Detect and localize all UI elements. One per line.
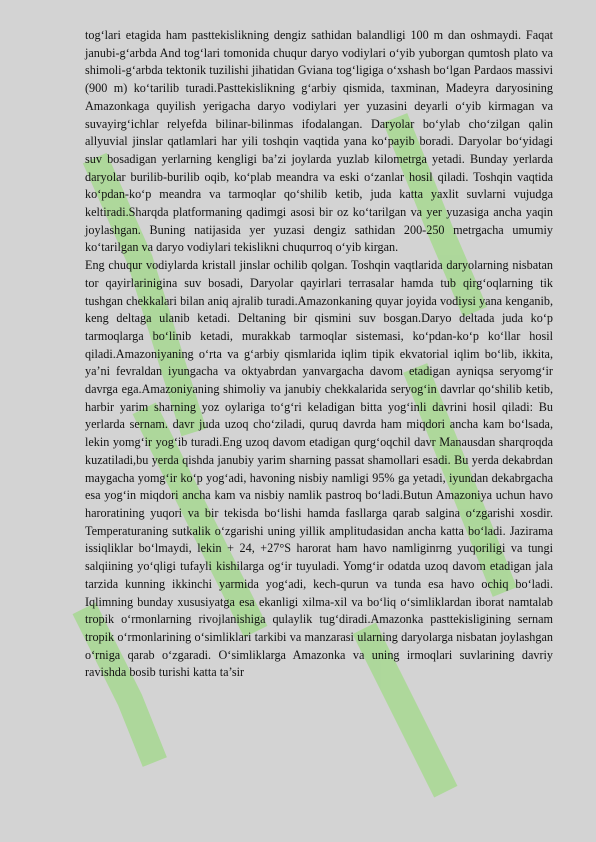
body-text — [85, 27, 553, 682]
paragraph: Eng chuqur vodiylarda kristall jinslar ochilib qolgan. Toshqin vaqtlarida daryolarning nisbatan tor qayirlarinigina suv bosadi, Daryolar qayirlari terrasalar hamda tub qirg‘oqlarning tik tushgan chekkalari bilan aniq ajralib turadi.Amazonkaning quyar joyida vodiysi yana kenganib, keng deltaga ulanib ketadi. Deltaning bir qismini suv bosgan.Daryo deltada juda ko‘p tarmoqlarga bo‘linib ketadi, murakkab tarmoqlar sistemasi, ko‘pdan-ko‘p ko‘llar hosil qiladi.Amazoniyaning o‘rta va g‘arbiy qismlarida iqlim tipik ekvatorial iqlim bo‘lib, ikkita, ya’ni fevraldan iyungacha va oktyabrdan yanvargacha davom etadigan ayniqsa seryomg‘ir davrga ega.Amazoniyaning shimoliy va janubiy chekkalarida seryog‘in davrlar qo‘shilib ketib, harbir yarim sharning yoz oylariga to‘g‘ri keladigan bitta yog‘inli davrini hosil qiladi: Bu yerlarda sernam. davr juda uzoq cho‘ziladi, quruq davrda ham miqdori ancha kam bo‘lsada, lekin yomg‘ir yog‘ib turadi.Eng uzoq davom etadigan qurg‘oqchil davr Manausdan sharqroqda kuzatiladi,bu yerda qishda janubiy yarim sharning passat shamollari esadi. Bu yerda dekabrdan maygacha yomg‘ir ko‘p yog‘adi, havoning nisbiy namligi 95% ga yetadi, iyundan dekabrgacha esa yog‘in miqdori ancha kam va nisbiy namlik pastroq bo‘ladi.Butun Amazoniya uchun havo haroratining yuqori va bir tekisda bo‘lishi hamda fasllarga qarab salgina o‘zgarishi xosdir. Temperaturaning sutkalik o‘zgarishi uning yillik amplitudasidan ancha katta bo‘ladi. Jazirama issiqliklar bo‘lmaydi, lekin + 24, +27°S harorat ham havo namliginrng yuqoriligi va tungi salqiining yo‘qligi tufayli kishilarga og‘ir tuyuladi. Yomg‘ir odatda uzoq davom etadigan jala tarzida kunning ikkinchi yarmida yog‘adi, kech-qurun va tunda esa havo ochiq bo‘ladi. Iqlimning bunday xususiyatga esa ekanligi xilma-xil va bo‘liq o‘simliklardan iborat namtalab tropik o‘rmonlarning rivojlanishiga qulaylik tug‘diradi.Amazonka pasttekisligining sernam tropik o‘rmonlarining o‘simliklari tarkibi va manzarasi ularning daryolarga nisbatan joylashgan o‘rniga qarab o‘zgaradi. O‘simliklarga Amazonka va uning irmoqlari suvlarining davriy ravishda bosib turishi katta ta’sir — [85, 258, 553, 680]
paragraph: tog‘lari etagida ham pasttekislikning dengiz sathidan balandligi 100 m dan oshmaydi. Faqat janubi-g‘arbda And tog‘lari tomonida chuqur daryo vodiylari o‘yib yuborgan qumtosh plato va shimoli-g‘arbda tektonik tuzilishi jihatidan Gviana tog‘ligiga o‘xshash bo‘lgan Pardaos massivi (900 m) ko‘tarilib turadi.Pasttekislikning g‘arbiy qismida, taxminan, Madeyra daryosining Amazonkaga quyilish yerigacha daryo vodiylari yer yuzasini deyarli o‘yib kirmagan va suvayirg‘ichlar relyefda bilinar-bilinmas ifodalangan. Daryolar bo‘ylab cho‘zilgan qalin allyuvial jinslar qatlamlari har yili toshqin vaqtida yana ko‘payib boradi. Daryolar bo‘yidagi suv bosadigan yerlarning kengligi ba’zi joylarda yuzlab kilometrga yetadi. Bunday yerlarda daryolar burilib-burilib oqib, ko‘plab meandra va eski o‘zanlar hosil qiladi. Toshqin vaqtida ko‘pdan-ko‘p meandra va tarmoqlar qo‘shilib ketib, juda katta yaxlit suvlarni vujudga keltiradi.Sharqda platformaning qadimgi asosi bir oz ko‘tarilgan va yer yuzasiga ancha yaqin joylashgan. Buning natijasida yer yuzasi dengiz sathidan 200-250 metrgacha umumiy ko‘tarilgan va daryo vodiylari tekislikni chuqurroq o‘yib kirgan. — [85, 28, 553, 255]
